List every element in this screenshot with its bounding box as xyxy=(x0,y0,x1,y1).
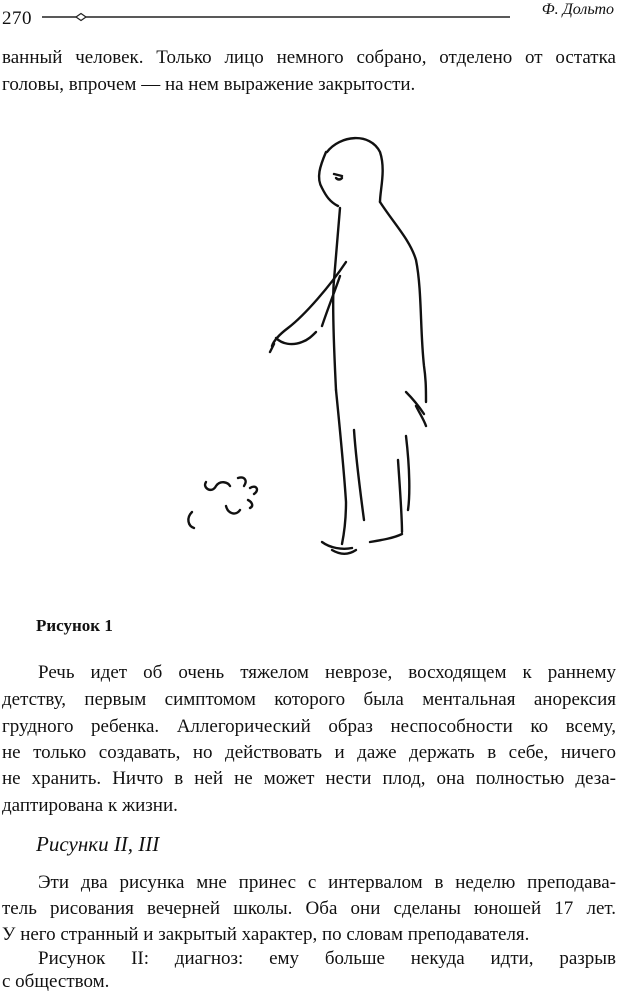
figure-caption: Рисунок 1 xyxy=(36,616,113,635)
paragraph-1-line-1: Речь идет об очень тяжелом неврозе, восходящем к раннему xyxy=(38,662,616,683)
page-header xyxy=(0,0,620,34)
paragraph-2-line-1: Эти два рисунка мне принес с интервалом в неделю преподава- xyxy=(38,872,616,893)
paragraph-1-line-5: не хранить. Ничто в ней не может нести плод, она полностью деза- xyxy=(2,768,616,789)
paragraph-2-line-2: тель рисования вечерней школы. Оба они сделаны юношей 17 лет. xyxy=(2,898,616,919)
paragraph-1-line-3: грудного ребенка. Аллегорический образ неспособности ко всему, xyxy=(2,716,616,737)
page-number: 270 xyxy=(2,8,32,29)
intro-line-2: головы, впрочем — на нем выражение закрытости. xyxy=(2,74,416,95)
running-head: Ф. Дольто xyxy=(541,1,614,18)
paragraph-1-line-6: даптирована к жизни. xyxy=(2,795,178,816)
paragraph-1-line-4: не только создавать, но действовать и даже держать в себе, ничего xyxy=(2,742,616,763)
paragraph-3-line-1: Рисунок II: диагноз: ему больше некуда идти, разрыв xyxy=(38,948,616,969)
paragraph-3-line-2: с обществом. xyxy=(2,971,110,992)
intro-line-1: ванный человек. Только лицо немного собрано, отделено от остатка xyxy=(2,47,616,68)
header-rule-divider xyxy=(42,12,512,22)
paragraph-1-line-2: детству, первым симптомом которого была ментальная анорексия xyxy=(2,689,616,710)
standing-child-drawing-icon xyxy=(170,130,450,570)
paragraph-2-line-3: У него странный и закрытый характер, по словам преподавателя. xyxy=(2,924,530,945)
section-heading: Рисунки II, III xyxy=(36,832,160,856)
